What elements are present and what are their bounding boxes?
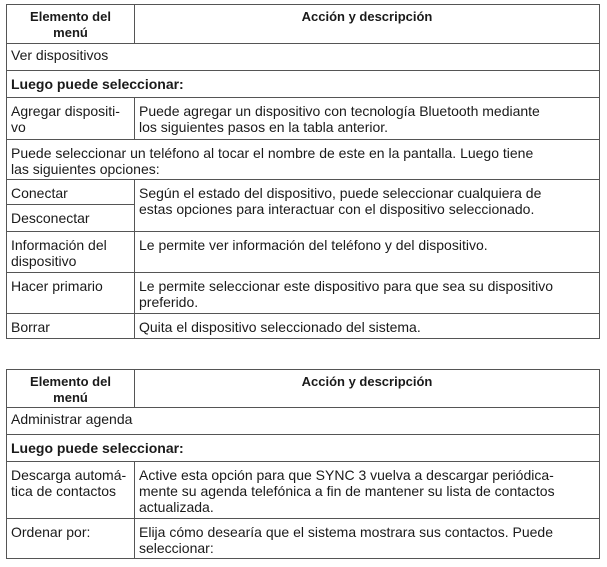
subheading-then-select: Luego puede seleccionar: — [7, 71, 600, 98]
table-row — [7, 435, 600, 462]
description-connect-disconnect: Según el estado del dispositivo, puede seleccionar cualquiera de estas opciones para interactuar con el dispositivo seleccionado. — [135, 180, 600, 232]
description-add-device: Puede agregar un dispositivo con tecnología Bluetooth mediante los siguientes pasos en la tabla anterior. — [135, 98, 600, 140]
phonebook-menu-table — [6, 369, 600, 559]
menu-item-make-primary: Hacer primario — [7, 273, 135, 314]
header-menu-item: Elemento del menú — [7, 370, 135, 408]
menu-item-sort-by: Ordenar por: — [7, 519, 135, 559]
table-row — [7, 519, 600, 559]
menu-item-device-info: Información del dispositivo — [7, 232, 135, 273]
menu-item-add-device: Agregar dispositi- vo — [7, 98, 135, 140]
description-make-primary: Le permite seleccionar este dispositivo para que sea su dispositivo preferido. — [135, 273, 600, 314]
table-row — [7, 98, 600, 140]
table-row — [7, 44, 600, 71]
table-row — [7, 273, 600, 314]
table-row — [7, 232, 600, 273]
header-action-description: Acción y descripción — [135, 370, 600, 408]
device-menu-table — [6, 4, 600, 339]
table-row — [7, 408, 600, 435]
subheading-then-select: Luego puede seleccionar: — [7, 435, 600, 462]
description-sort-by: Elija cómo desearía que el sistema mostrara sus contactos. Puede seleccionar: — [135, 519, 600, 559]
description-delete: Quita el dispositivo seleccionado del sistema. — [135, 314, 600, 339]
table-header-row — [7, 370, 600, 408]
note-select-phone: Puede seleccionar un teléfono al tocar el nombre de este en la pantalla. Luego tiene las siguientes opciones: — [7, 140, 600, 180]
description-auto-download-contacts: Active esta opción para que SYNC 3 vuelva a descargar periódica- mente su agenda telefónica a fin de mantener su lista de contactos actualizada. — [135, 462, 600, 519]
table-row — [7, 462, 600, 519]
menu-item-disconnect: Desconectar — [7, 205, 135, 232]
menu-item-auto-download-contacts: Descarga automá- tica de contactos — [7, 462, 135, 519]
description-device-info: Le permite ver información del teléfono y del dispositivo. — [135, 232, 600, 273]
table-row — [7, 71, 600, 98]
table-row — [7, 180, 600, 205]
table-row — [7, 314, 600, 339]
table-row — [7, 140, 600, 180]
menu-item-connect: Conectar — [7, 180, 135, 205]
menu-item-delete: Borrar — [7, 314, 135, 339]
section-title-view-devices: Ver dispositivos — [7, 44, 600, 71]
table-header-row — [7, 5, 600, 44]
header-action-description: Acción y descripción — [135, 5, 600, 44]
section-title-manage-phonebook: Administrar agenda — [7, 408, 600, 435]
header-menu-item: Elemento del menú — [7, 5, 135, 44]
